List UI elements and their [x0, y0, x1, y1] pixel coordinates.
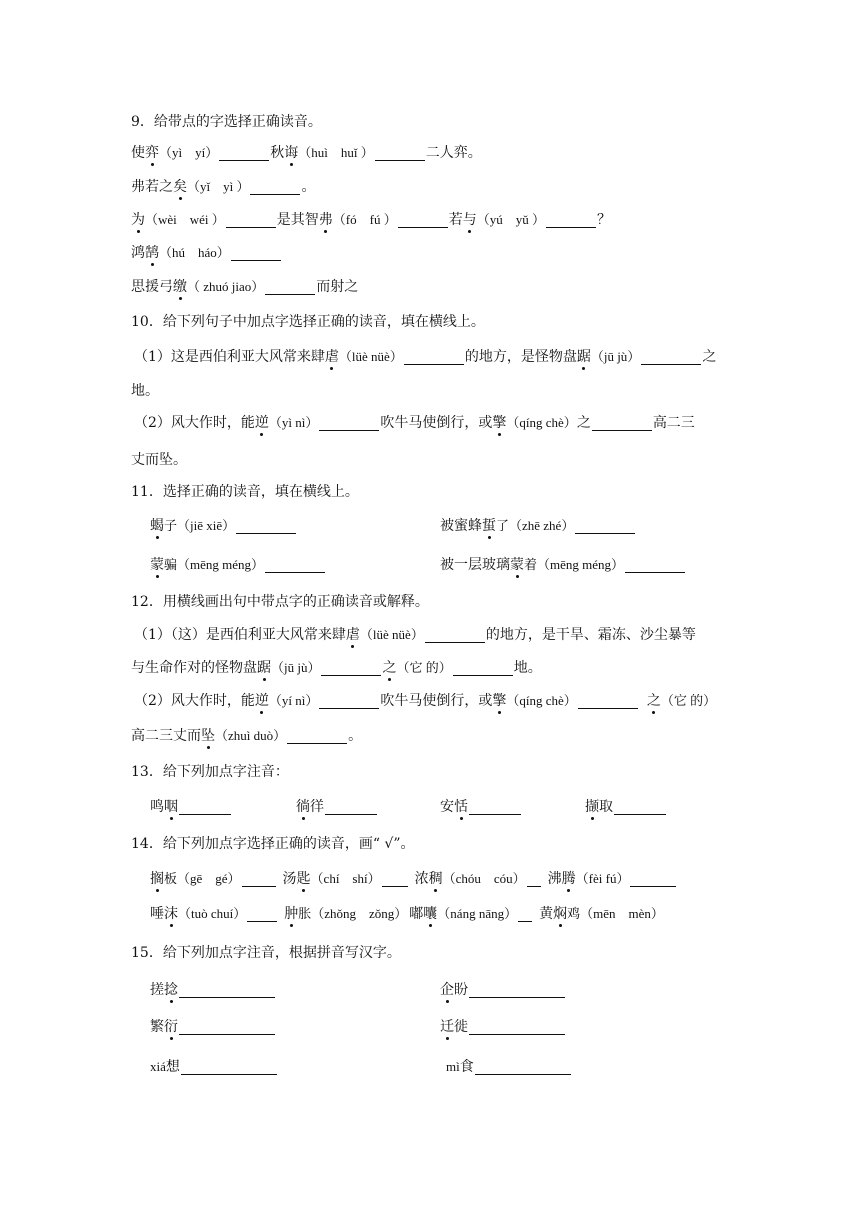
dotted-char: 踞	[257, 660, 271, 676]
text-segment: （chí shí）	[310, 871, 381, 886]
q9-title	[131, 112, 740, 132]
text-segment: 9．给带点的字选择正确读音。	[131, 114, 322, 130]
text-segment: 想	[165, 1059, 180, 1075]
q11-item-c	[150, 555, 326, 575]
text-segment: （2）风大作时，能	[134, 693, 255, 709]
text-segment: 与生命作对的怪物盘	[131, 660, 257, 676]
text-segment: （lüè nüè）	[359, 627, 424, 642]
text-segment: 思援弓	[131, 279, 173, 295]
text-segment: 吹牛马使倒行，或	[380, 693, 493, 709]
q13-item-1	[150, 797, 232, 817]
answer-blank[interactable]	[453, 661, 513, 676]
dotted-char: 迁	[440, 1019, 454, 1035]
text-segment: 14．给下列加点字选择正确的读音，画“ √”。	[131, 836, 415, 852]
dotted-char: 虐	[345, 627, 360, 643]
dotted-char: 弗	[318, 212, 333, 228]
dotted-char: 蝎	[150, 518, 164, 534]
text-segment: 的地方，是干旱、霜冻、沙尘暴等	[485, 627, 696, 643]
answer-blank[interactable]	[404, 350, 464, 365]
text-segment: （tuò chuí）	[178, 906, 247, 921]
text-segment: 13．给下列加点字注音：	[131, 764, 289, 780]
text-segment: （fó fú ）	[332, 212, 397, 227]
text-segment: 鸿	[131, 245, 145, 261]
answer-blank[interactable]	[578, 694, 638, 709]
dotted-char: 企	[440, 982, 454, 998]
text-segment: （fèi fú）	[575, 871, 630, 886]
text-segment: （qíng chè）	[506, 693, 577, 708]
answer-blank[interactable]	[179, 1020, 275, 1035]
dotted-char: 虐	[324, 349, 339, 365]
text-segment: 被蜜蜂	[440, 518, 482, 534]
answer-blank[interactable]	[226, 213, 276, 228]
dotted-char: 恬	[454, 799, 468, 815]
text-segment: 被一层玻璃	[440, 557, 510, 573]
q15-title	[131, 943, 740, 963]
answer-blank[interactable]	[325, 800, 377, 815]
answer-blank[interactable]	[625, 558, 685, 573]
text-segment: 骗（mēng méng）	[164, 557, 265, 572]
text-segment: 搓	[150, 982, 164, 998]
text-segment: 地。	[513, 660, 542, 676]
text-segment: （qíng chè）	[506, 415, 577, 430]
text-segment: （yí nì）	[268, 693, 319, 708]
q10-line-1	[134, 347, 740, 367]
q14-row-1	[150, 869, 740, 889]
q15-item-a	[150, 980, 276, 1000]
q13-item-3	[440, 797, 522, 817]
dotted-char: 衍	[164, 1019, 178, 1035]
q15-item-d	[440, 1017, 566, 1037]
answer-blank[interactable]	[231, 246, 281, 261]
q10-line-1b	[131, 381, 740, 401]
dotted-char: 踞	[576, 349, 591, 365]
dotted-char: 诲	[284, 145, 299, 161]
q9-line-3	[131, 210, 740, 230]
text-segment: 唾	[150, 906, 164, 922]
dotted-char: 缴	[173, 279, 187, 295]
answer-blank[interactable]	[469, 800, 521, 815]
text-segment: （它 的）	[396, 660, 452, 675]
text-segment: mì	[446, 1059, 460, 1074]
text-segment: 沸	[547, 871, 562, 887]
q12-title	[131, 592, 740, 612]
text-segment: 而射之	[316, 279, 359, 295]
answer-blank[interactable]	[382, 872, 408, 887]
text-segment: （ zhuó jiao）	[187, 279, 265, 294]
dotted-char: 腾	[561, 871, 576, 887]
text-segment: ？	[596, 212, 611, 228]
text-segment: 12．用横线画出句中带点字的正确读音或解释。	[131, 594, 429, 610]
text-segment: （jū jù）	[271, 660, 321, 675]
text-segment: （yǐ yì ）	[187, 179, 250, 194]
answer-blank[interactable]	[319, 416, 379, 431]
dotted-char: 咽	[164, 799, 178, 815]
q12-line-1	[134, 625, 740, 645]
answer-blank[interactable]	[265, 558, 325, 573]
text-segment: （yì yí）	[159, 145, 219, 160]
text-segment: （náng nāng）	[437, 906, 518, 921]
text-segment: 10．给下列句子中加点字选择正确的读音，填在横线上。	[131, 314, 485, 330]
answer-blank[interactable]	[181, 1060, 277, 1075]
text-segment: 汤	[282, 871, 297, 887]
text-segment: （wèi wéi ）	[145, 212, 225, 227]
text-segment: （zhuì duò）	[215, 728, 287, 743]
dotted-char: 捻	[164, 982, 178, 998]
text-segment: 若	[448, 212, 463, 228]
q15-item-b	[440, 980, 566, 1000]
dotted-char: 擎	[492, 693, 507, 709]
q13-item-2	[296, 797, 378, 817]
text-segment: 。	[348, 728, 363, 744]
answer-blank[interactable]	[475, 1060, 571, 1075]
answer-blank[interactable]	[250, 180, 300, 195]
text-segment: （1）（这）是西伯利亚大风常来肆	[134, 627, 346, 643]
text-segment: xiá	[150, 1059, 166, 1074]
dotted-char: 囔	[423, 906, 438, 922]
text-segment: 秋	[270, 145, 285, 161]
answer-blank[interactable]	[375, 146, 425, 161]
dotted-char: 蜇	[482, 518, 496, 534]
q15-item-c	[150, 1017, 276, 1037]
q9-line-1	[131, 143, 740, 163]
q11-item-b	[440, 516, 636, 536]
text-segment: 着（mēng méng）	[524, 557, 625, 572]
q12-line-4	[131, 726, 740, 746]
dotted-char: 搁	[150, 871, 164, 887]
text-segment: 11．选择正确的读音，填在横线上。	[131, 484, 359, 500]
text-segment: 板（gē gé）	[164, 871, 241, 886]
q9-line-2	[131, 177, 740, 197]
text-segment: 吹牛马使倒行，或	[380, 415, 493, 431]
text-segment: 弗若之	[131, 179, 173, 195]
text-segment: 的地方，是怪物盘	[464, 349, 577, 365]
text-segment: 黄	[539, 906, 554, 922]
text-segment: 安	[440, 799, 454, 815]
answer-blank[interactable]	[546, 213, 596, 228]
q12-line-3	[134, 691, 740, 711]
answer-blank[interactable]	[321, 661, 381, 676]
text-segment: （1）这是西伯利亚大风常来肆	[134, 349, 325, 365]
answer-blank[interactable]	[219, 146, 269, 161]
dotted-char: 之	[646, 693, 661, 709]
text-segment: （chóu cóu）	[442, 871, 526, 886]
text-segment: 取	[599, 799, 613, 815]
text-segment: 浓	[414, 871, 429, 887]
q9-line-5	[131, 277, 740, 297]
text-segment: 地。	[131, 383, 159, 399]
dotted-char: 坠	[201, 728, 215, 744]
answer-blank[interactable]	[179, 983, 275, 998]
answer-blank[interactable]	[527, 872, 541, 887]
dotted-char: 撷	[585, 799, 599, 815]
text-segment: 高二三	[652, 415, 695, 431]
text-segment: 徙	[454, 1019, 468, 1035]
q12-line-2	[131, 658, 740, 678]
dotted-char: 稠	[428, 871, 443, 887]
dotted-char: 肿	[284, 906, 299, 922]
text-segment: 子（jiē xiē）	[164, 518, 236, 533]
text-segment: （hú háo）	[159, 245, 230, 260]
answer-blank[interactable]	[614, 800, 666, 815]
text-segment: （lüè nüè）	[338, 349, 403, 364]
answer-blank[interactable]	[518, 907, 532, 922]
answer-blank[interactable]	[592, 416, 652, 431]
answer-blank[interactable]	[179, 800, 231, 815]
text-segment: （2）风大作时，能	[134, 415, 255, 431]
dotted-char: 擎	[492, 415, 507, 431]
q11-item-d	[440, 555, 686, 575]
text-segment: 食	[459, 1059, 474, 1075]
dotted-char: 之	[382, 660, 397, 676]
answer-blank[interactable]	[265, 280, 315, 295]
text-segment: 徉	[310, 799, 324, 815]
answer-blank[interactable]	[425, 628, 485, 643]
text-segment: 嘟	[409, 906, 424, 922]
q14-title	[131, 834, 740, 854]
q13-item-4	[585, 797, 667, 817]
text-segment: 繁	[150, 1019, 164, 1035]
answer-blank[interactable]	[469, 1020, 565, 1035]
text-segment: 二人弈。	[425, 145, 482, 161]
answer-blank[interactable]	[247, 907, 277, 922]
q11-title	[131, 482, 740, 502]
answer-blank[interactable]	[287, 729, 347, 744]
answer-blank[interactable]	[641, 350, 701, 365]
dotted-char: 匙	[296, 871, 311, 887]
q15-item-e	[150, 1057, 278, 1077]
dotted-char: 矣	[173, 179, 187, 195]
text-segment: （jū jù）	[590, 349, 641, 364]
q15-item-f	[446, 1057, 572, 1077]
q9-line-4	[131, 243, 740, 263]
text-segment: 。	[301, 179, 316, 195]
text-segment: 使	[131, 145, 145, 161]
text-segment: 鸡（mēn mèn）	[567, 906, 664, 921]
dotted-char: 鹄	[145, 245, 159, 261]
text-segment: 之	[702, 349, 717, 365]
text-segment: （huì huǐ ）	[298, 145, 374, 160]
text-segment: 15．给下列加点字注音，根据拼音写汉字。	[131, 945, 401, 961]
dotted-char: 与	[462, 212, 477, 228]
text-segment: 胀（zhǒng zǒng）	[298, 906, 408, 921]
text-segment: （yì nì）	[268, 415, 319, 430]
dotted-char: 徜	[296, 799, 310, 815]
dotted-char: 蒙	[150, 557, 164, 573]
dotted-char: 焖	[553, 906, 568, 922]
text-segment: （它 的）	[660, 693, 717, 708]
text-segment: 鸣	[150, 799, 164, 815]
text-segment: 高二三丈而	[131, 728, 201, 744]
dotted-char: 逆	[254, 693, 269, 709]
dotted-char: 逆	[254, 415, 269, 431]
dotted-char: 沫	[164, 906, 178, 922]
dotted-char: 为	[131, 212, 145, 228]
q10-line-2	[134, 413, 740, 433]
text-segment: 是其智	[276, 212, 319, 228]
answer-blank[interactable]	[319, 694, 379, 709]
q11-item-a	[150, 516, 297, 536]
text-segment: 了（zhē zhé）	[496, 518, 575, 533]
dotted-char: 蒙	[510, 557, 524, 573]
q10-title	[131, 312, 740, 332]
text-segment: 盼	[454, 982, 468, 998]
dotted-char: 弈	[145, 145, 159, 161]
q10-line-2b	[131, 450, 740, 470]
text-segment: （yú yǔ ）	[476, 212, 545, 227]
answer-blank[interactable]	[236, 519, 296, 534]
answer-blank[interactable]	[575, 519, 635, 534]
q14-row-2	[150, 904, 740, 924]
answer-blank[interactable]	[242, 872, 276, 887]
answer-blank[interactable]	[630, 872, 676, 887]
answer-blank[interactable]	[398, 213, 448, 228]
q13-title	[131, 762, 740, 782]
answer-blank[interactable]	[469, 983, 565, 998]
text-segment: 丈而坠。	[131, 452, 187, 468]
text-segment: 之	[576, 415, 591, 431]
